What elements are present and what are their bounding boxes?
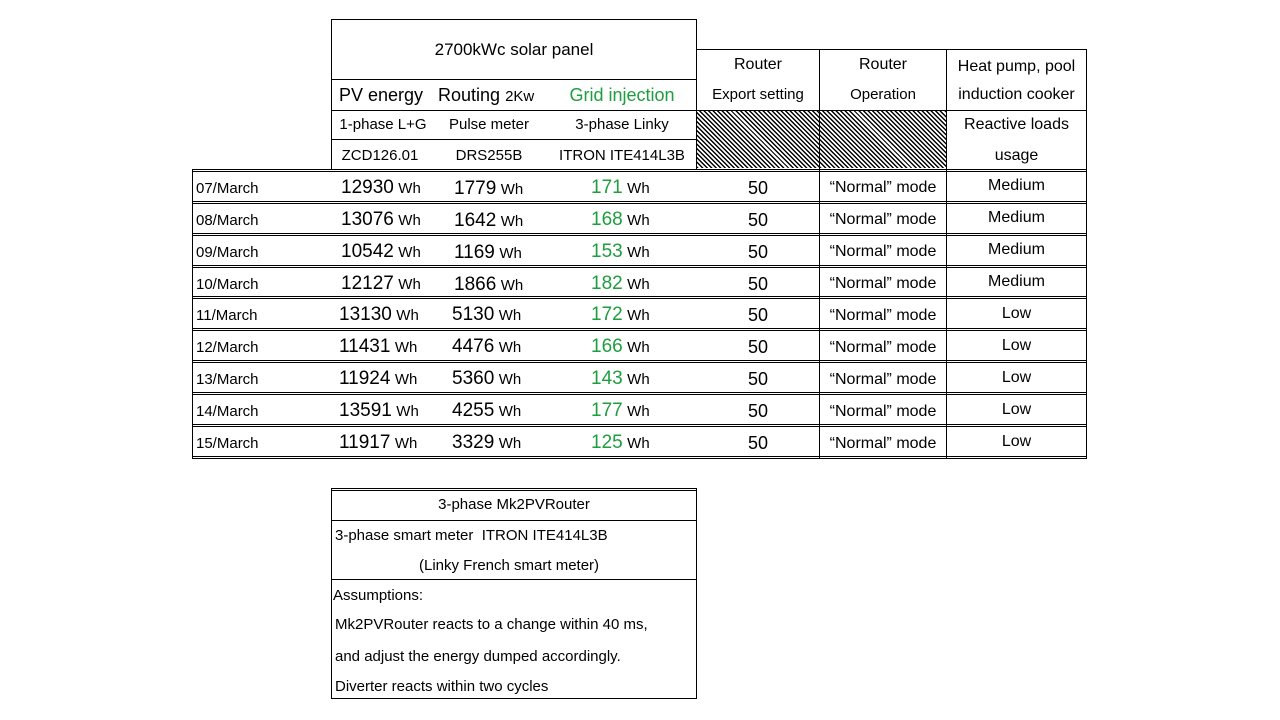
row-routing: 1779 Wh [454, 178, 524, 199]
grid-injection-header: Grid injection [569, 85, 675, 105]
row-grid: 177 Wh [591, 400, 650, 421]
row-routing: 4476 Wh [452, 336, 522, 357]
assumption-line-2: and adjust the energy dumped accordingly. [335, 648, 621, 665]
notes-meter-line: 3-phase smart meter ITRON ITE414L3B [335, 527, 608, 544]
panel-title: 2700kWc solar panel [434, 40, 594, 59]
reactive-header-2: usage [994, 147, 1039, 164]
row-routing: 1169 Wh [454, 242, 522, 263]
router-operation-header-1: Router [858, 56, 908, 73]
row-usage: Low [1001, 305, 1032, 322]
row-grid: 168 Wh [591, 209, 650, 230]
row-date: 11/March [196, 307, 258, 324]
row-routing: 4255 Wh [452, 400, 522, 421]
row-export: 50 [747, 401, 769, 421]
row-pv: 11431 Wh [339, 336, 418, 357]
row-grid: 182 Wh [591, 273, 650, 294]
assumptions-label: Assumptions: [333, 587, 424, 604]
row-usage: Low [1001, 337, 1032, 354]
row-routing: 5130 Wh [452, 304, 522, 325]
row-export: 50 [747, 369, 769, 389]
routing-meter-model: DRS255B [455, 147, 523, 164]
row-pv: 12127 Wh [341, 273, 421, 294]
row-pv: 12930 Wh [341, 177, 421, 198]
row-pv: 13591 Wh [339, 400, 419, 421]
row-mode: “Normal” mode [829, 275, 937, 292]
loads-header-1: Heat pump, pool [957, 58, 1076, 75]
row-grid: 171 Wh [591, 177, 650, 198]
row-date: 12/March [196, 339, 259, 356]
row-routing: 3329 Wh [452, 432, 522, 453]
row-pv: 11917 Wh [339, 432, 418, 453]
row-export: 50 [747, 305, 769, 325]
hatched-cell-export [697, 111, 819, 168]
row-mode: “Normal” mode [829, 435, 937, 452]
row-date: 07/March [196, 180, 259, 197]
row-usage: Medium [988, 241, 1045, 258]
row-usage: Medium [988, 209, 1045, 226]
pv-meter-model: ZCD126.01 [341, 147, 419, 164]
row-date: 08/March [196, 212, 259, 229]
row-export: 50 [747, 274, 769, 294]
row-grid: 125 Wh [591, 432, 650, 453]
row-date: 13/March [196, 371, 259, 388]
row-usage: Medium [988, 273, 1045, 290]
routing-meter-type: Pulse meter [448, 116, 530, 133]
assumption-line-1: Mk2PVRouter reacts to a change within 40 ms, [335, 616, 648, 633]
assumption-line-3: Diverter reacts within two cycles [335, 678, 549, 695]
row-grid: 143 Wh [591, 368, 650, 389]
row-mode: “Normal” mode [829, 243, 937, 260]
row-routing: 5360 Wh [452, 368, 522, 389]
row-export: 50 [747, 433, 769, 453]
grid-meter-type: 3-phase Linky [575, 116, 669, 133]
row-grid: 153 Wh [591, 241, 650, 262]
pv-energy-header: PV energy [338, 85, 424, 105]
row-export: 50 [747, 210, 769, 230]
row-date: 14/March [196, 403, 259, 420]
row-mode: “Normal” mode [829, 403, 937, 420]
row-pv: 13076 Wh [341, 209, 421, 230]
row-usage: Low [1001, 369, 1032, 386]
row-usage: Low [1001, 401, 1032, 418]
row-grid: 166 Wh [591, 336, 650, 357]
row-date: 15/March [196, 435, 259, 452]
row-mode: “Normal” mode [829, 179, 937, 196]
hatched-cell-operation [820, 111, 946, 168]
row-grid: 172 Wh [591, 304, 650, 325]
row-pv: 11924 Wh [339, 368, 418, 389]
reactive-header-1: Reactive loads [964, 116, 1069, 133]
row-usage: Low [1001, 433, 1032, 450]
row-mode: “Normal” mode [829, 339, 937, 356]
row-export: 50 [747, 178, 769, 198]
loads-header-2: induction cooker [958, 86, 1075, 103]
router-export-header-1: Router [733, 56, 783, 73]
grid-meter-model: ITRON ITE414L3B [559, 147, 685, 164]
row-mode: “Normal” mode [829, 307, 937, 324]
notes-title: 3-phase Mk2PVRouter [438, 496, 590, 513]
row-export: 50 [747, 337, 769, 357]
router-export-header-2: Export setting [712, 86, 804, 103]
router-operation-header-2: Operation [850, 86, 916, 103]
row-export: 50 [747, 242, 769, 262]
row-routing: 1866 Wh [454, 274, 524, 295]
row-mode: “Normal” mode [829, 371, 937, 388]
row-pv: 10542 Wh [341, 241, 421, 262]
routing-header: Routing 2Kw [438, 85, 535, 105]
row-routing: 1642 Wh [454, 210, 524, 231]
row-mode: “Normal” mode [829, 211, 937, 228]
row-usage: Medium [988, 177, 1045, 194]
row-pv: 13130 Wh [339, 304, 419, 325]
row-date: 09/March [196, 244, 259, 261]
pv-meter-type: 1-phase L+G [339, 116, 427, 133]
row-date: 10/March [196, 276, 259, 293]
notes-meter-sub: (Linky French smart meter) [419, 557, 600, 574]
